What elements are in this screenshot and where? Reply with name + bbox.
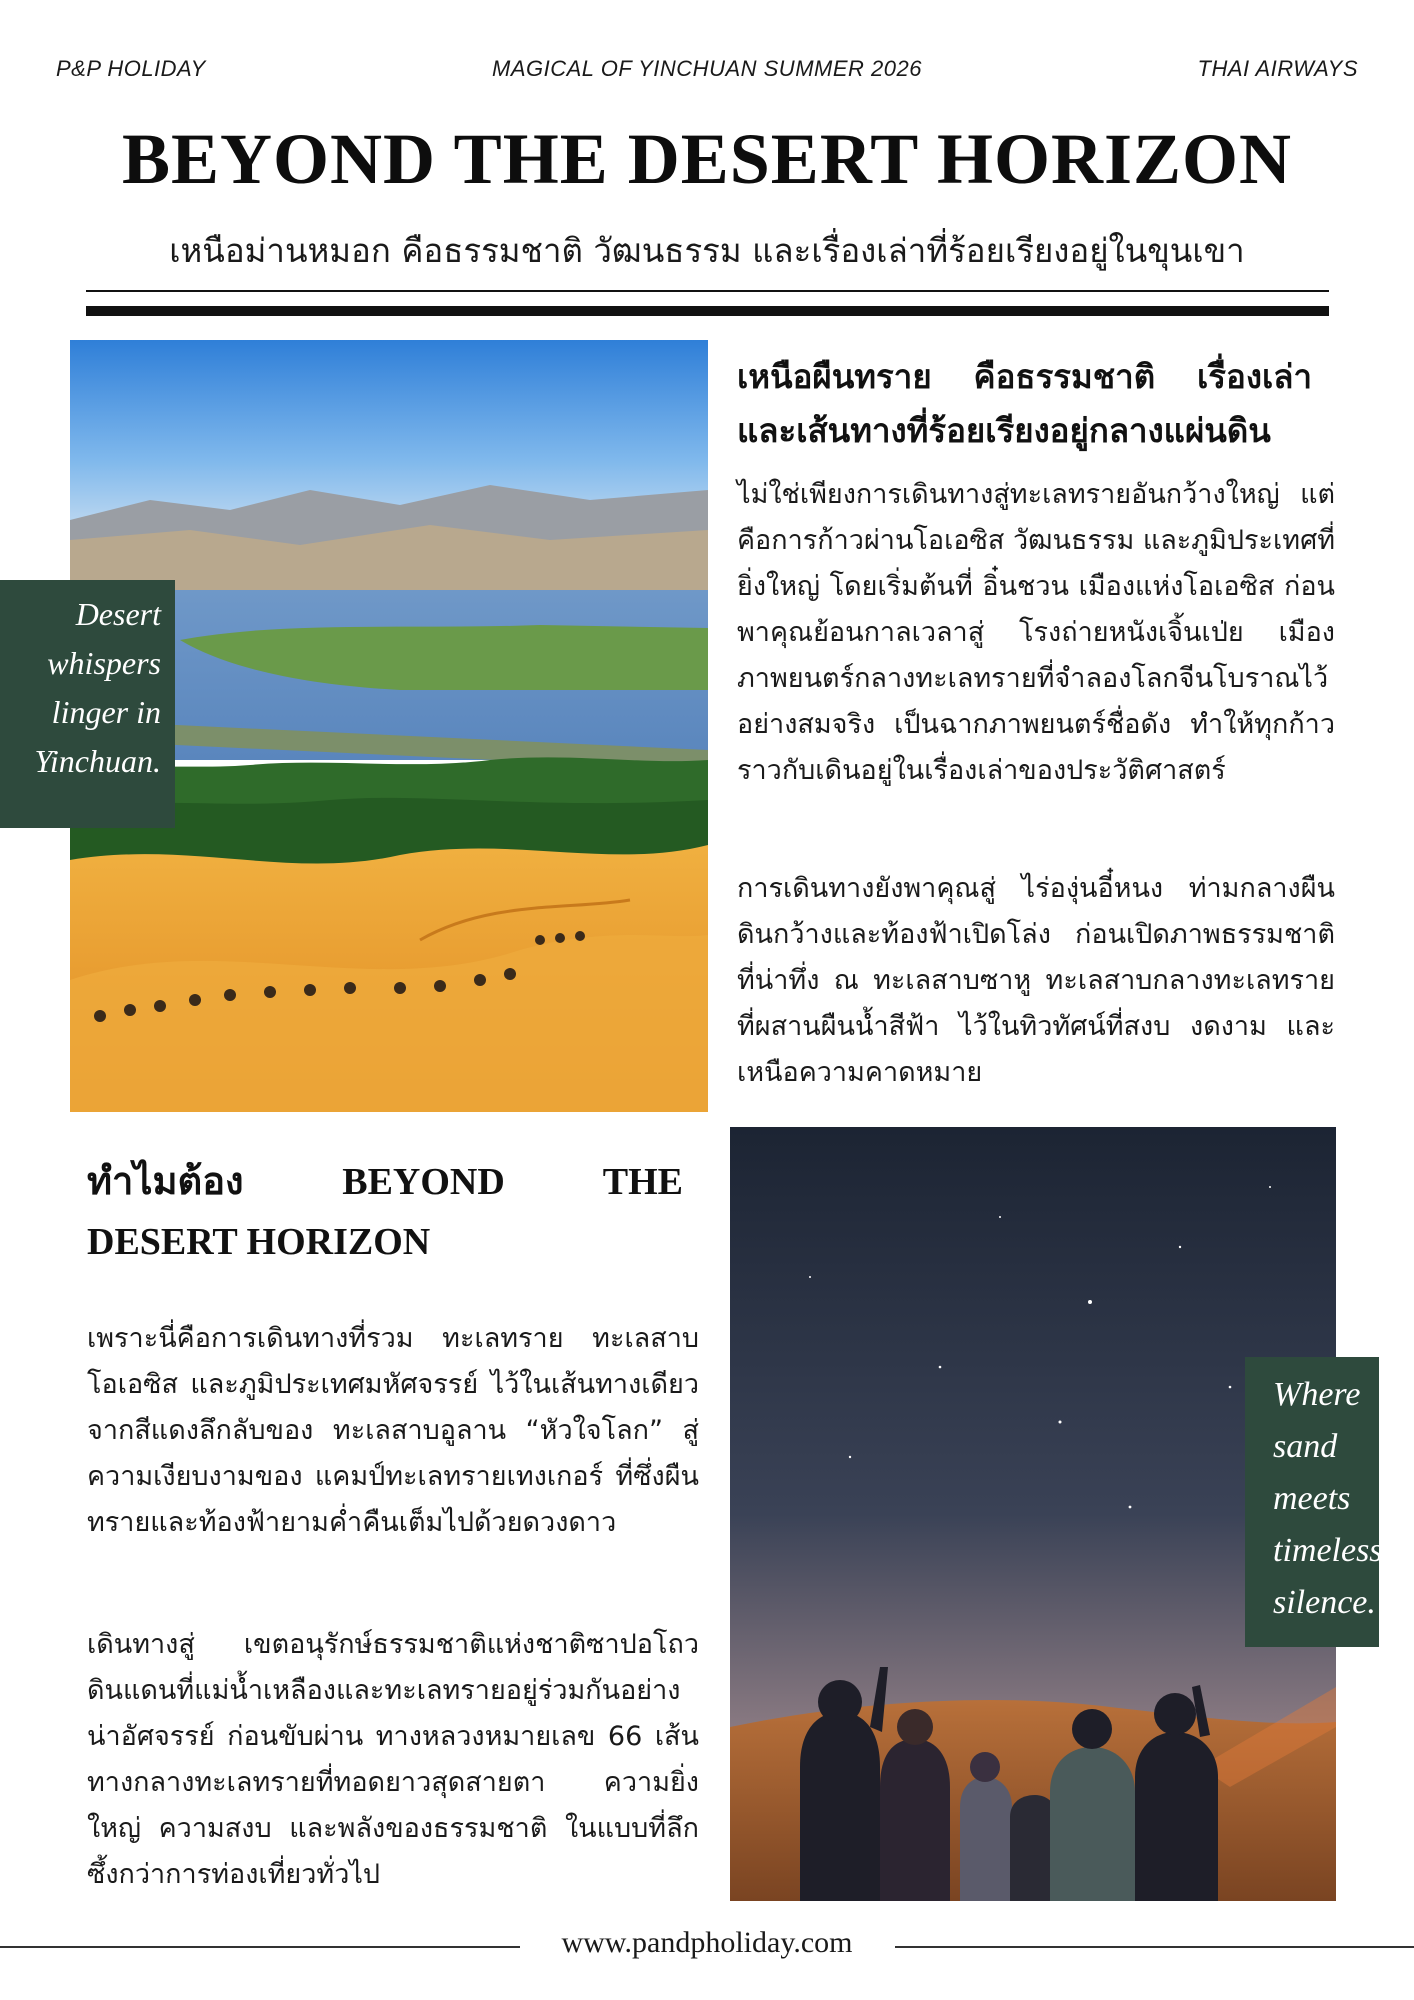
section1-paragraph-2: การเดินทางยังพาคุณสู่ ไร่องุ่นอี๋หนง ท่ามกลางผืนดินกว้างและท้องฟ้าเปิดโล่ง ก่อนเปิดภาพธรรมชาติที่น่าทึ่ง ณ ทะเลสาบซาหู ทะเลสาบกลางทะเลทรายที่ผสานผืนน้ำสีฟ้า ไว้ในทิวทัศน์ที่สงบ งดงาม และเหนือความคาดหมาย xyxy=(737,873,1335,1088)
header-airline: THAI AIRWAYS xyxy=(1197,56,1358,81)
section2-paragraph-1: เพราะนี่คือการเดินทางที่รวม ทะเลทราย ทะเลสาบ โอเอซิส และภูมิประเทศมหัศจรรย์ ไว้ในเส้นทางเดียว จากสีแดงลึกลับของ ทะเลสาบอูลาน “หัวใจโลก” สู่ความเงียบงามของ แคมป์ทะเลทรายเทงเกอร์ ที่ซึ่งผืนทรายและท้องฟ้ายามค่ำคืนเต็มไปด้วยดวงดาว xyxy=(87,1323,699,1538)
divider-thin xyxy=(86,290,1329,292)
quote-line: linger in xyxy=(51,694,161,730)
footer-website-link[interactable]: www.pandpholiday.com xyxy=(561,1926,853,1959)
section2-heading xyxy=(87,1152,683,1272)
quote-line: Desert xyxy=(75,596,161,632)
page-subtitle: เหนือม่านหมอก คือธรรมชาติ วัฒนธรรม และเรื่องเล่าที่ร้อยเรียงอยู่ในขุนเขา xyxy=(169,231,1245,270)
section2-heading-line1-text: ทำไมต้อง BEYOND THE xyxy=(87,1161,683,1203)
quote-line: Where xyxy=(1273,1376,1361,1413)
section1-heading: เหนือผืนทราย คือธรรมชาติ เรื่องเล่า และเส้นทางที่ร้อยเรียงอยู่กลางแผ่นดิน xyxy=(737,357,1312,450)
section2-paragraph-2: เดินทางสู่ เขตอนุรักษ์ธรรมชาติแห่งชาติซาปอโถว ดินแดนที่แม่น้ำเหลืองและทะเลทรายอยู่ร่วมกันอย่างน่าอัศจรรย์ ก่อนขับผ่าน ทางหลวงหมายเลข 66 เส้นทางกลางทะเลทรายที่ทอดยาวสุดสายตา ความยิ่งใหญ่ ความสงบ และพลังของธรรมชาติ ในแบบที่ลึกซึ้งกว่าการท่องเที่ยวทั่วไป xyxy=(87,1629,699,1890)
quote-line: whispers xyxy=(47,645,161,681)
section2-heading-line1 xyxy=(87,1152,683,1212)
page-title: BEYOND THE DESERT HORIZON xyxy=(121,119,1293,199)
quote-line: meets xyxy=(1273,1480,1351,1517)
quote-line: sand xyxy=(1273,1428,1338,1465)
section1-paragraph-1: ไม่ใช่เพียงการเดินทางสู่ทะเลทรายอันกว้างใหญ่ แต่คือการก้าวผ่านโอเอซิส วัฒนธรรม และภูมิประเทศที่ยิ่งใหญ่ โดยเริ่มต้นที่ อิ๋นชวน เมืองแห่งโอเอซิส ก่อนพาคุณย้อนกาลเวลาสู่ โรงถ่ายหนังเจิ้นเป่ย เมืองภาพยนตร์กลางทะเลทรายที่จำลองโลกจีนโบราณไว้อย่างสมจริง เป็นฉากภาพยนตร์ชื่อดัง ทำให้ทุกก้าวราวกับเดินอยู่ในเรื่องเล่าของประวัติศาสตร์ xyxy=(737,479,1335,786)
quote-box-desert xyxy=(0,580,175,828)
quote-line: timeless xyxy=(1273,1532,1383,1569)
quote-box-sand xyxy=(1245,1357,1383,1647)
divider-thick xyxy=(86,306,1329,316)
quote-line: silence. xyxy=(1273,1584,1376,1621)
header-campaign: MAGICAL OF YINCHUAN SUMMER 2026 xyxy=(492,56,922,81)
quote-line: Yinchuan. xyxy=(34,743,161,779)
section2-heading-line2: DESERT HORIZON xyxy=(87,1221,431,1263)
header-brand: P&P HOLIDAY xyxy=(56,56,206,81)
